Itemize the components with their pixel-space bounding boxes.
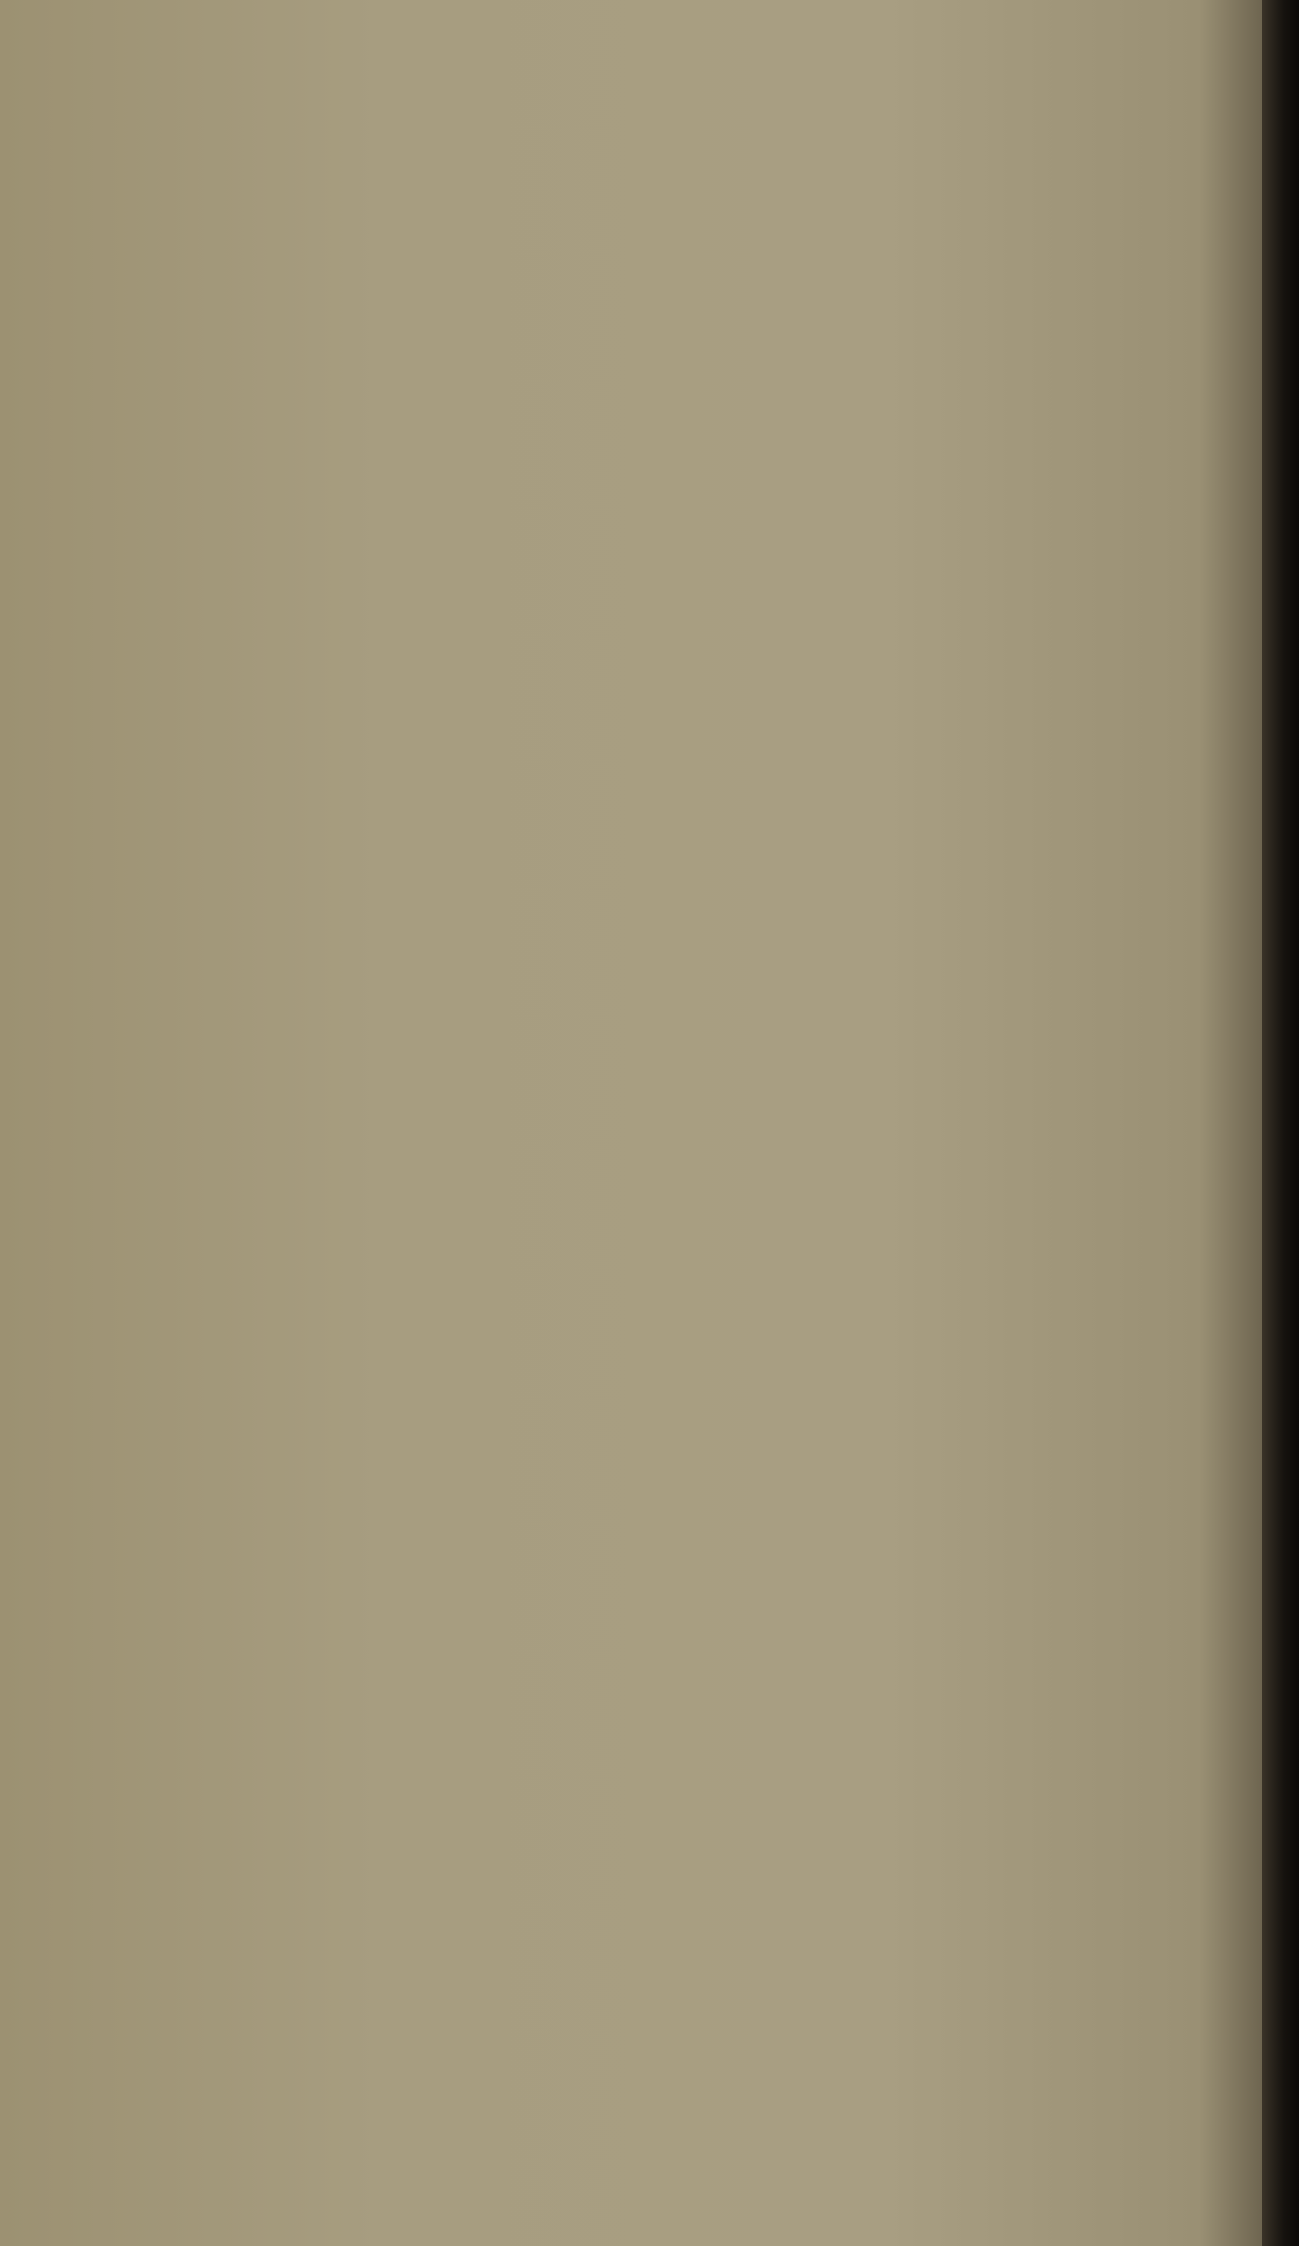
book-gutter bbox=[1262, 0, 1299, 2246]
